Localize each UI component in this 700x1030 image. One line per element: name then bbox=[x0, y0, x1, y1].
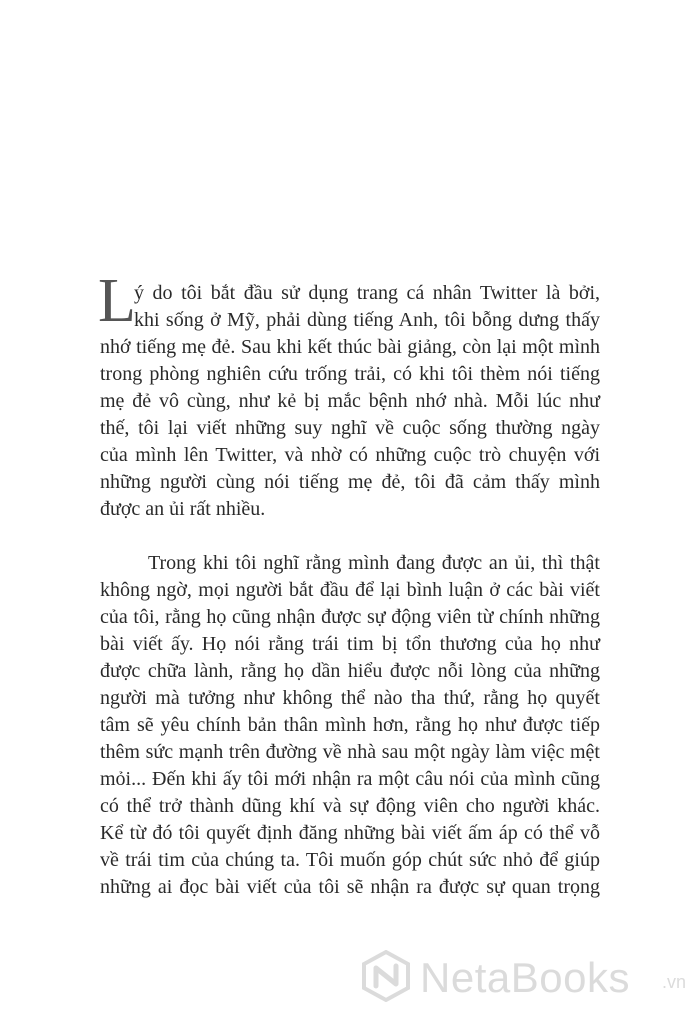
watermark-text: NetaBooks bbox=[420, 954, 630, 1001]
text-line: không ngờ, mọi người bắt đầu để lại bình luận ở các bài viết bbox=[100, 579, 600, 601]
watermark bbox=[360, 948, 690, 1010]
text-line: người mà tưởng như không thể nào tha thứ, rằng họ quyết bbox=[100, 687, 600, 709]
text-line: khi sống ở Mỹ, phải dùng tiếng Anh, tôi bỗng dưng thấy bbox=[134, 309, 600, 331]
text-line: được an ủi rất nhiều. bbox=[100, 498, 266, 520]
text-line: về trái tim của chúng ta. Tôi muốn góp chút sức nhỏ để giúp bbox=[100, 849, 600, 871]
text-line: nhớ tiếng mẹ đẻ. Sau khi kết thúc bài giảng, còn lại một mình bbox=[100, 336, 600, 358]
text-line: được chữa lành, rằng họ dần hiểu được nỗi lòng của những bbox=[100, 660, 600, 682]
text-line: ý do tôi bắt đầu sử dụng trang cá nhân Twitter là bởi, bbox=[134, 282, 600, 304]
text-line: của mình lên Twitter, và nhờ có những cuộc trò chuyện với bbox=[100, 444, 600, 466]
text-line: Kể từ đó tôi quyết định đăng những bài viết ấm áp có thể vỗ bbox=[100, 822, 600, 844]
text-line: những người cùng nói tiếng mẹ đẻ, tôi đã cảm thấy mình bbox=[100, 471, 600, 493]
text-line: mẹ đẻ vô cùng, như kẻ bị mắc bệnh nhớ nhà. Mỗi lúc như bbox=[100, 390, 600, 412]
netabooks-logo-icon bbox=[360, 950, 412, 1002]
text-line: Trong khi tôi nghĩ rằng mình đang được an ủi, thì thật bbox=[148, 552, 600, 574]
text-line: trong phòng nghiên cứu trống trải, có khi tôi thèm nói tiếng bbox=[100, 363, 600, 385]
text-line: của tôi, rằng họ cũng nhận được sự động viên từ chính những bbox=[100, 606, 600, 628]
text-line: thêm sức mạnh trên đường về nhà sau một ngày làm việc mệt bbox=[100, 741, 600, 763]
text-line: có thể trở thành dũng khí và sự động viên cho người khác. bbox=[100, 795, 600, 817]
text-line: thế, tôi lại viết những suy nghĩ về cuộc sống thường ngày bbox=[100, 417, 600, 439]
watermark-suffix: .vn bbox=[662, 972, 687, 992]
text-line: những ai đọc bài viết của tôi sẽ nhận ra được sự quan trọng bbox=[100, 876, 600, 898]
text-line: mỏi... Đến khi ấy tôi mới nhận ra một câu nói của mình cũng bbox=[100, 768, 600, 790]
text-line: tâm sẽ yêu chính bản thân mình hơn, rằng họ như được tiếp bbox=[100, 714, 600, 736]
drop-cap: L bbox=[98, 267, 136, 335]
text-line: bài viết ấy. Họ nói rằng trái tim bị tổn thương của họ như bbox=[100, 633, 600, 655]
